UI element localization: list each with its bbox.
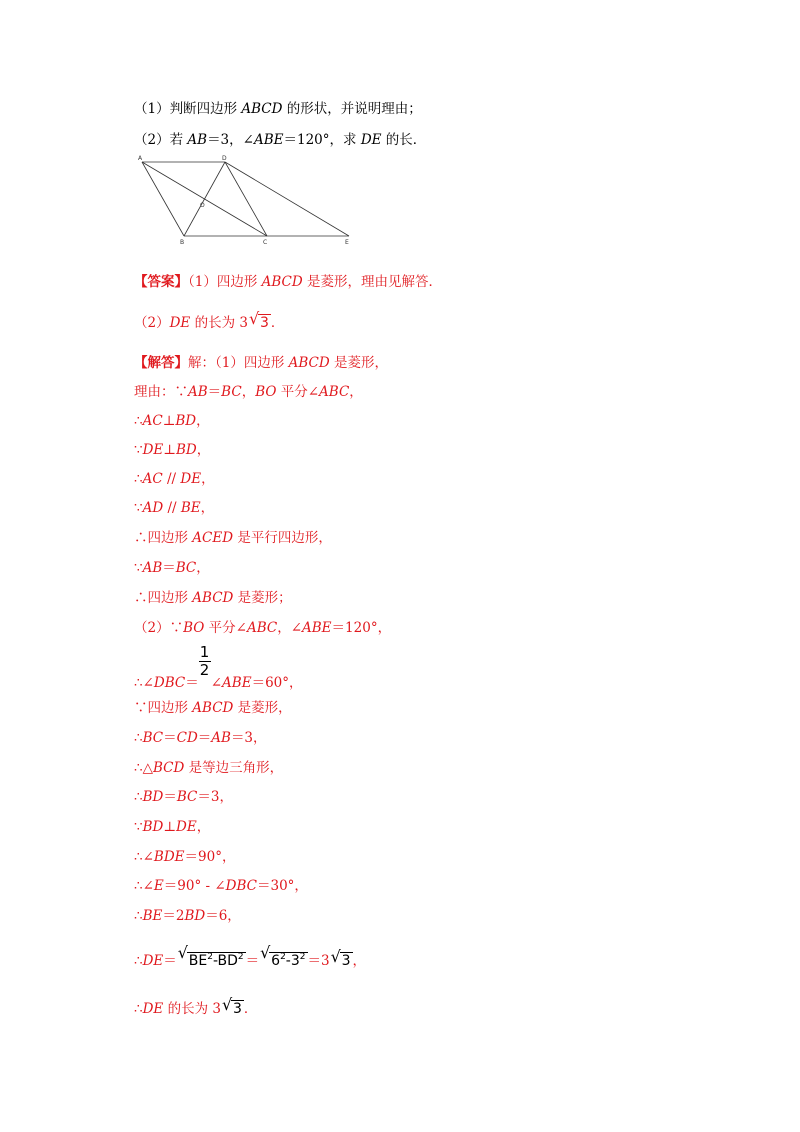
solution-line-18: ∴∠E＝90° - ∠DBC＝30°， <box>134 878 308 894</box>
sqrt-3: √ 3 <box>330 947 351 969</box>
label-o: O <box>200 202 205 209</box>
q2-var-abe: ABE <box>253 132 284 148</box>
label-b: B <box>180 239 185 246</box>
q2-text-end: 的长． <box>381 132 427 148</box>
solution-line-12: ∵四边形 ABCD 是菱形， <box>134 700 292 716</box>
sqrt-be2-bd2: √ $BE^2-BD^2$ <box>177 943 244 969</box>
solution-line-2: 理由：∵AB＝BC，BO 平分∠ABC， <box>134 384 363 400</box>
solution-line-7: ∴四边形 ACED 是平行四边形， <box>134 530 332 546</box>
sqrt-3-final: √ 3 <box>221 995 242 1017</box>
q2-var-ab: AB <box>187 132 208 148</box>
answer-tag: 【答案】 <box>134 274 188 290</box>
answer-line-1 <box>134 273 442 291</box>
solution-line-13: ∴BC＝CD＝AB＝3， <box>134 730 267 746</box>
solution-line-9: ∴四边形 ABCD 是菱形； <box>134 590 292 606</box>
solution-tag: 【解答】 <box>134 355 188 371</box>
label-a: A <box>138 155 143 162</box>
segment-dc <box>225 162 267 236</box>
q2-text-mid1: ＝3，∠ <box>207 132 254 148</box>
solution-line-16: ∵BD⊥DE， <box>134 819 211 835</box>
solution-line-20: ∴DE＝ √ $BE^2-BD^2$ ＝ √ $6^2-3^2 =3$ √ 3 ， <box>134 943 367 969</box>
question-part-2 <box>134 131 426 149</box>
label-d: D <box>222 155 227 162</box>
a2-text-mid: 的长为 3 <box>190 315 248 331</box>
answer-line-2 <box>134 309 285 332</box>
segment-ab <box>142 162 184 236</box>
a2-var: DE <box>169 315 191 331</box>
solution-line-5: ∴AC // DE， <box>134 471 215 487</box>
solution-line-3: ∴AC⊥BD， <box>134 413 210 429</box>
question-part-1 <box>134 100 422 118</box>
a1-text: （1）四边形 <box>188 274 262 290</box>
label-e: E <box>345 239 349 246</box>
solution-line-14: ∴△BCD 是等边三角形， <box>134 760 284 776</box>
q2-text-mid2: ＝120°，求 <box>283 132 361 148</box>
solution-line-8: ∵AB＝BC， <box>134 560 210 576</box>
a1-var: ABCD <box>261 274 303 290</box>
solution-line-4: ∵DE⊥BD， <box>134 442 211 458</box>
solution-line-15: ∴BD＝BC＝3， <box>134 789 233 805</box>
sqrt-6-3: √ $6^2-3^2$ <box>260 943 306 969</box>
sqrt-3: √ 3 <box>248 309 269 331</box>
fraction-one-half: $\frac{1}{2}$ <box>199 643 210 679</box>
label-c: C <box>263 239 268 246</box>
a1-text-end: 是菱形，理由见解答． <box>302 274 443 290</box>
a2-text: （2） <box>134 315 170 331</box>
solution-line-6: ∵AD // BE， <box>134 500 215 516</box>
solution-line-19: ∴BE＝2BD＝6， <box>134 908 241 924</box>
solution-line-17: ∴∠BDE＝90°， <box>134 849 236 865</box>
q2-var-de: DE <box>360 132 382 148</box>
q1-text: （1）判断四边形 <box>134 101 242 117</box>
q1-var: ABCD <box>241 101 283 117</box>
segment-ac <box>142 162 267 236</box>
q1-text-end: 的形状，并说明理由； <box>282 101 422 117</box>
segment-de <box>225 162 349 236</box>
solution-line-11: ∴∠DBC＝ $\frac{1}{2}$ ∠ABE＝60°， <box>134 643 303 691</box>
solution-line-1: 【解答】解：（1）四边形 ABCD 是菱形， <box>134 355 389 371</box>
solution-line-10: （2）∵BO 平分∠ABC，∠ABE＝120°， <box>134 620 392 636</box>
q2-text: （2）若 <box>134 132 188 148</box>
solution-line-21: ∴DE 的长为 3 √ 3 ． <box>134 995 258 1017</box>
a2-text-end: ． <box>270 315 285 331</box>
geometry-figure <box>132 150 362 250</box>
